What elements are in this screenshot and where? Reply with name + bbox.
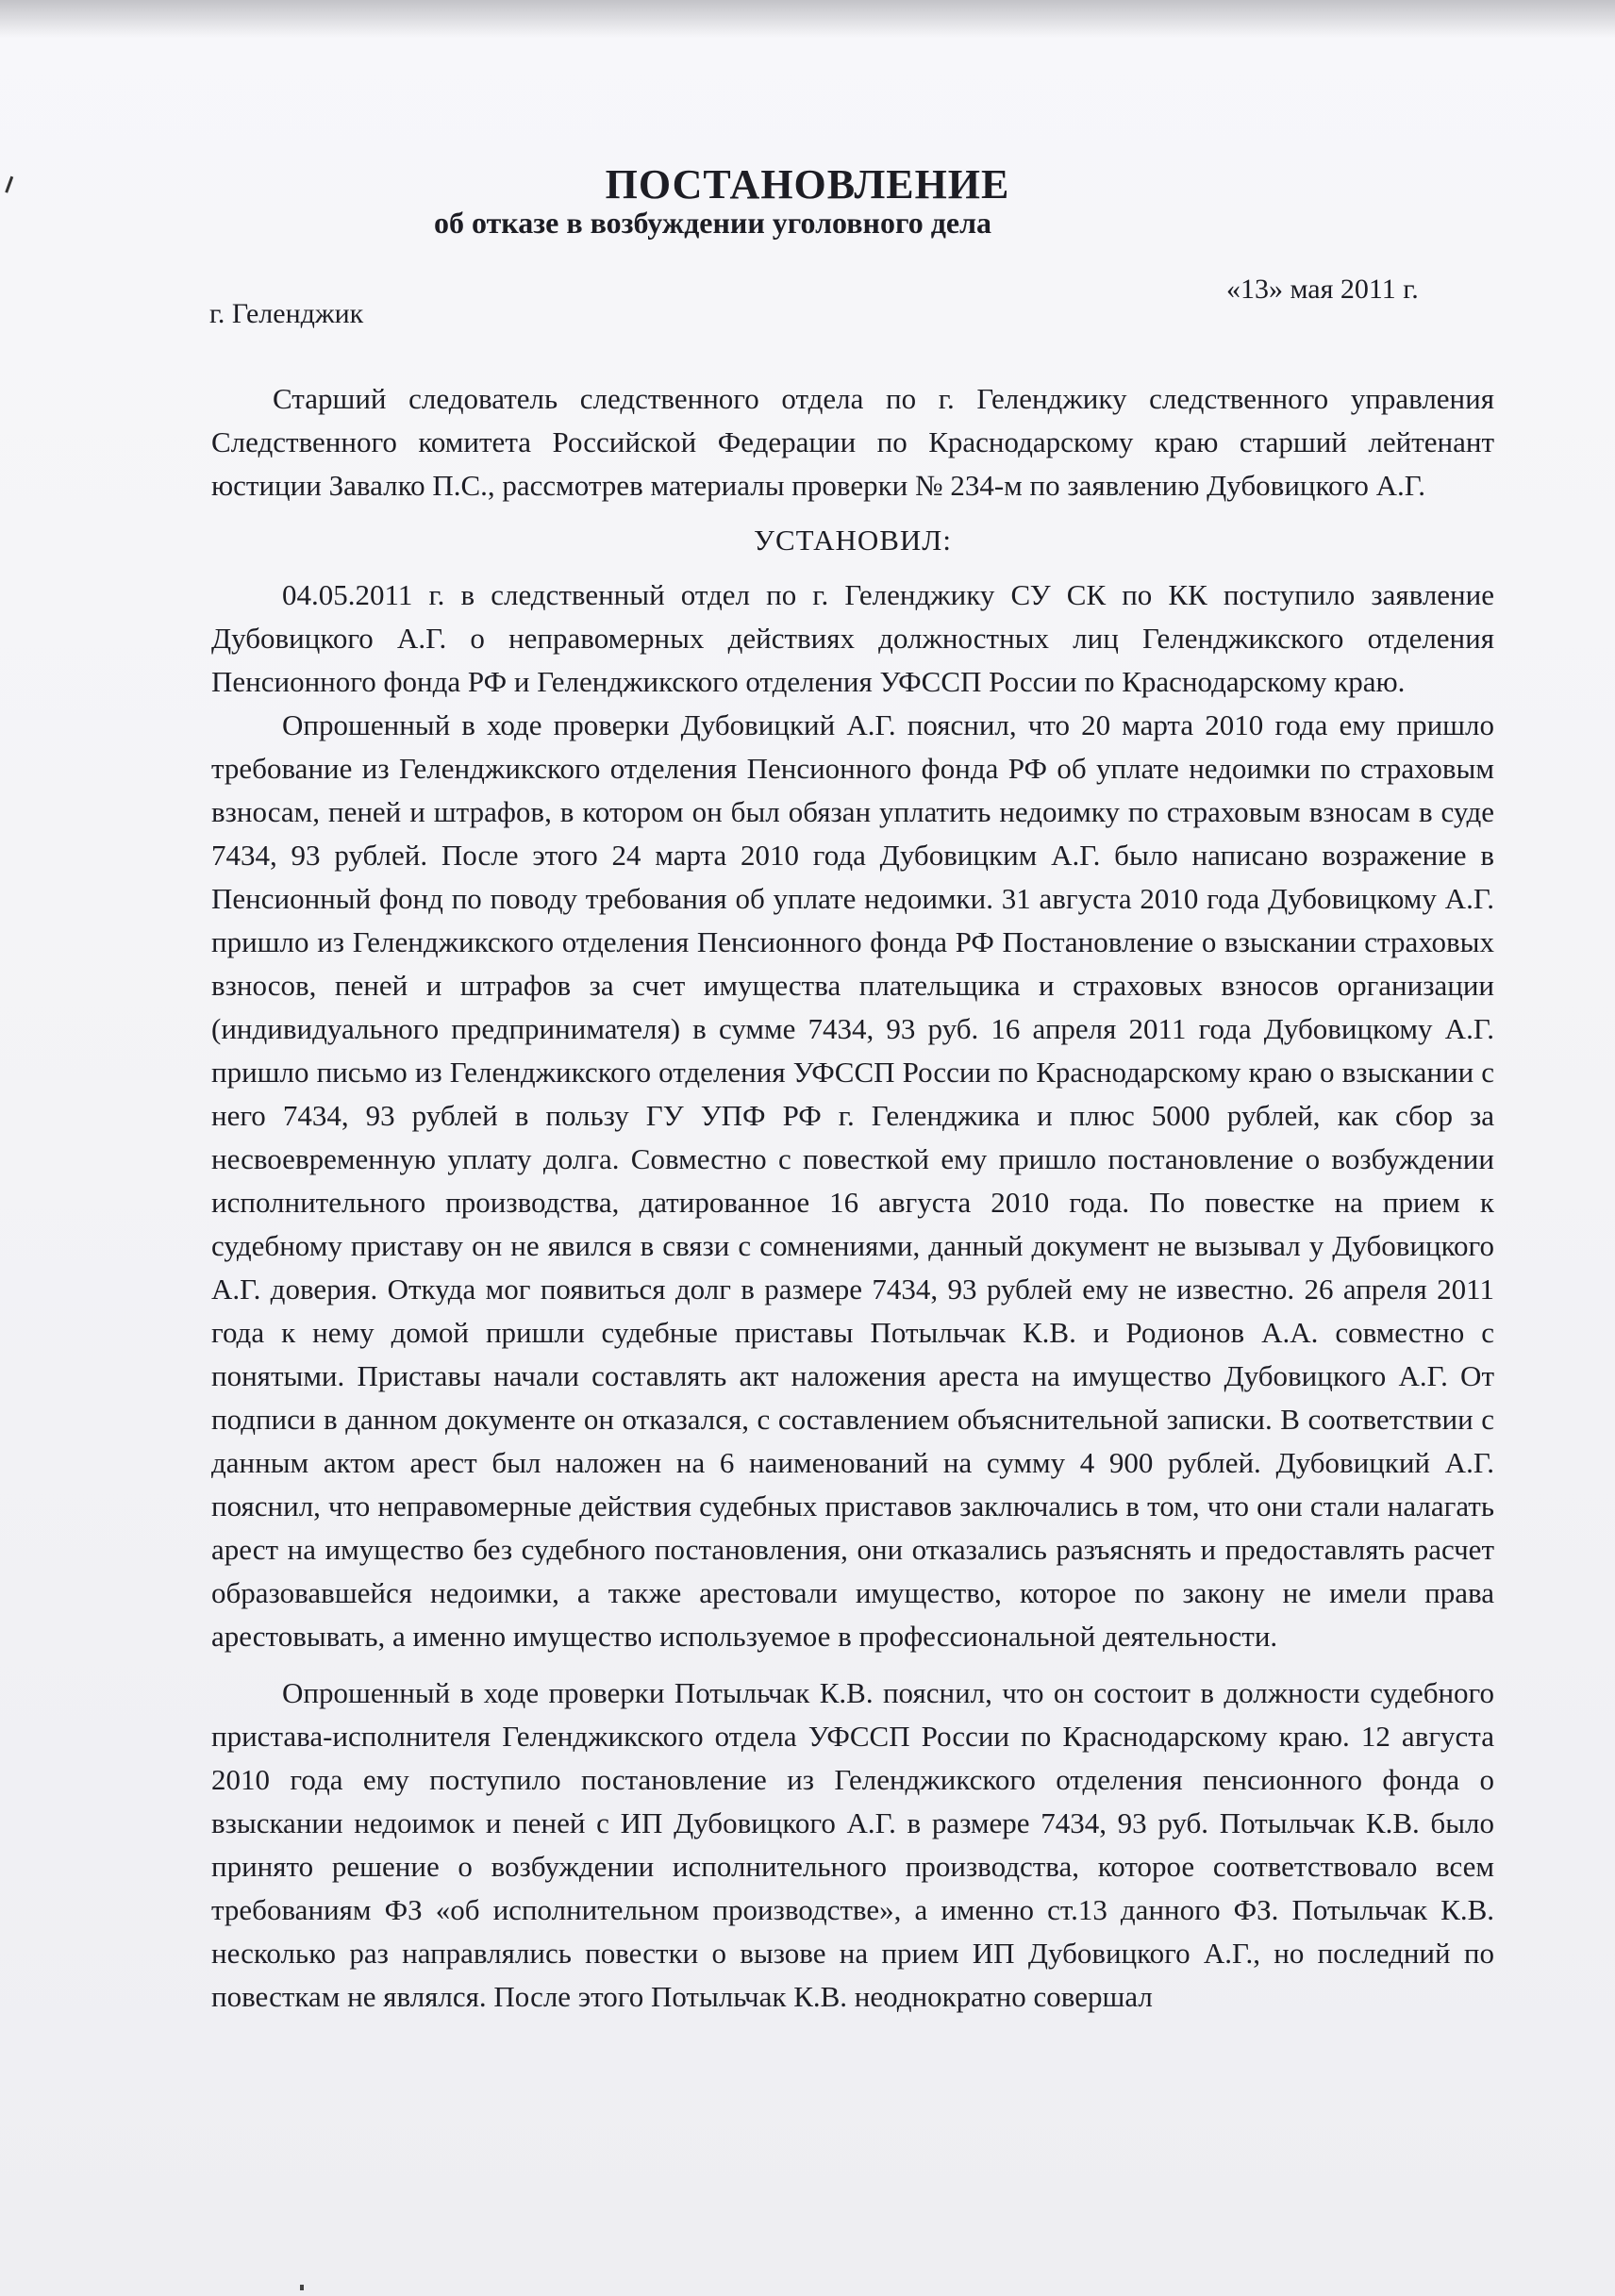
body-paragraph: Опрошенный в ходе проверки Дубовицкий А.Г. пояснил, что 20 марта 2010 года ему пришло требование из Геленджикского отделения Пенсионного фонда РФ об уплате недоимки по страховым взносам, пеней и штрафов, в котором он был обязан уплатить недоимку по страховым взносам в суде 7434, 93 рублей. После этого 24 марта 2010 года Дубовицким А.Г. было написано возражение в Пенсионный фонд по поводу требования об уплате недоимки. 31 августа 2010 года Дубовицкому А.Г. пришло из Геленджикского отделения Пенсионного фонда РФ Постановление о взыскании страховых взносов, пеней и штрафов за счет имущества плательщика и страховых взносов организации (индивидуального предпринимателя) в сумме 7434, 93 руб. 16 апреля 2011 года Дубовицкому А.Г. пришло письмо из Геленджикского отделения УФССП России по Краснодарскому краю о взыскании с него 7434, 93 рублей в пользу ГУ УПФ РФ г. Геленджика и плюс 5000 рублей, как сбор за несвоевременную уплату долга. Совместно с повесткой ему пришло постановление о возбуждении исполнительного производства, датированное 16 августа 2010 года. По повестке на прием к судебному приставу он не явился в связи с сомнениями, данный документ не вызывал у Дубовицкого А.Г. доверия. Откуда мог появиться долг в размере 7434, 93 рублей ему не известно. 26 апреля 2011 года к нему домой пришли судебные приставы Потыльчак К.В. и Родионов А.А. совместно с понятыми. Приставы начали составлять акт наложения ареста на имущество Дубовицкого А.Г. От подписи в данном документе он отказался, с составлением объяснительной записки. В соответствии с данным актом арест был наложен на 6 наименований на сумму 4 900 рублей. Дубовицкий А.Г. пояснил, что неправомерные действия судебных приставов заключались в том, что они стали налагать арест на имущество без судебного постановления, они отказались разъяснять и предоставлять расчет образовавшейся недоимки, а также арестовали имущество, которое по закону не имели права арестовывать, а именно имущество используемое в профессиональной деятельности. <box>211 708 1494 1653</box>
document-body <box>211 377 1494 2019</box>
document-date: «13» мая 2011 г. <box>1226 274 1419 305</box>
scan-dot <box>300 2285 304 2290</box>
body-paragraph: Опрошенный в ходе проверки Потыльчак К.В. пояснил, что он состоит в должности судебного пристава-исполнителя Геленджикского отдела УФССП России по Краснодарскому краю. 12 августа 2010 года ему поступило постановление из Геленджикского отделения пенсионного фонда о взыскании недоимок и пеней с ИП Дубовицкого А.Г. в размере 7434, 93 руб. Потыльчак К.В. было принято решение о возбуждении исполнительного производства, которое соответствовало всем требованиям ФЗ «об исполнительном производстве», а именно ст.13 данного ФЗ. Потыльчак К.В. несколько раз направлялись повестки о вызове на прием ИП Дубовицкого А.Г., но последний по повесткам не являлся. После этого Потыльчак К.В. неоднократно совершал <box>211 1676 1494 2013</box>
document-title: ПОСТАНОВЛЕНИЕ <box>605 161 1010 208</box>
body-paragraph: 04.05.2011 г. в следственный отдел по г. Геленджику СУ СК по КК поступило заявление Дубовицкого А.Г. о неправомерных действиях должностных лиц Геленджикского отделения Пенсионного фонда РФ и Геленджикского отделения УФССП России по Краснодарскому краю. <box>211 578 1494 698</box>
intro-paragraph: Старший следователь следственного отдела по г. Геленджику следственного управления Следственного комитета Российской Федерации по Краснодарскому краю старший лейтенант юстиции Завалко П.С., рассмотрев материалы проверки № 234-м по заявлению Дубовицкого А.Г. <box>211 382 1494 502</box>
document-city: г. Геленджик <box>209 298 364 329</box>
document-subtitle: об отказе в возбуждении уголовного дела <box>434 206 992 240</box>
established-heading: УСТАНОВИЛ: <box>754 524 952 557</box>
scan-shadow <box>0 0 1615 38</box>
